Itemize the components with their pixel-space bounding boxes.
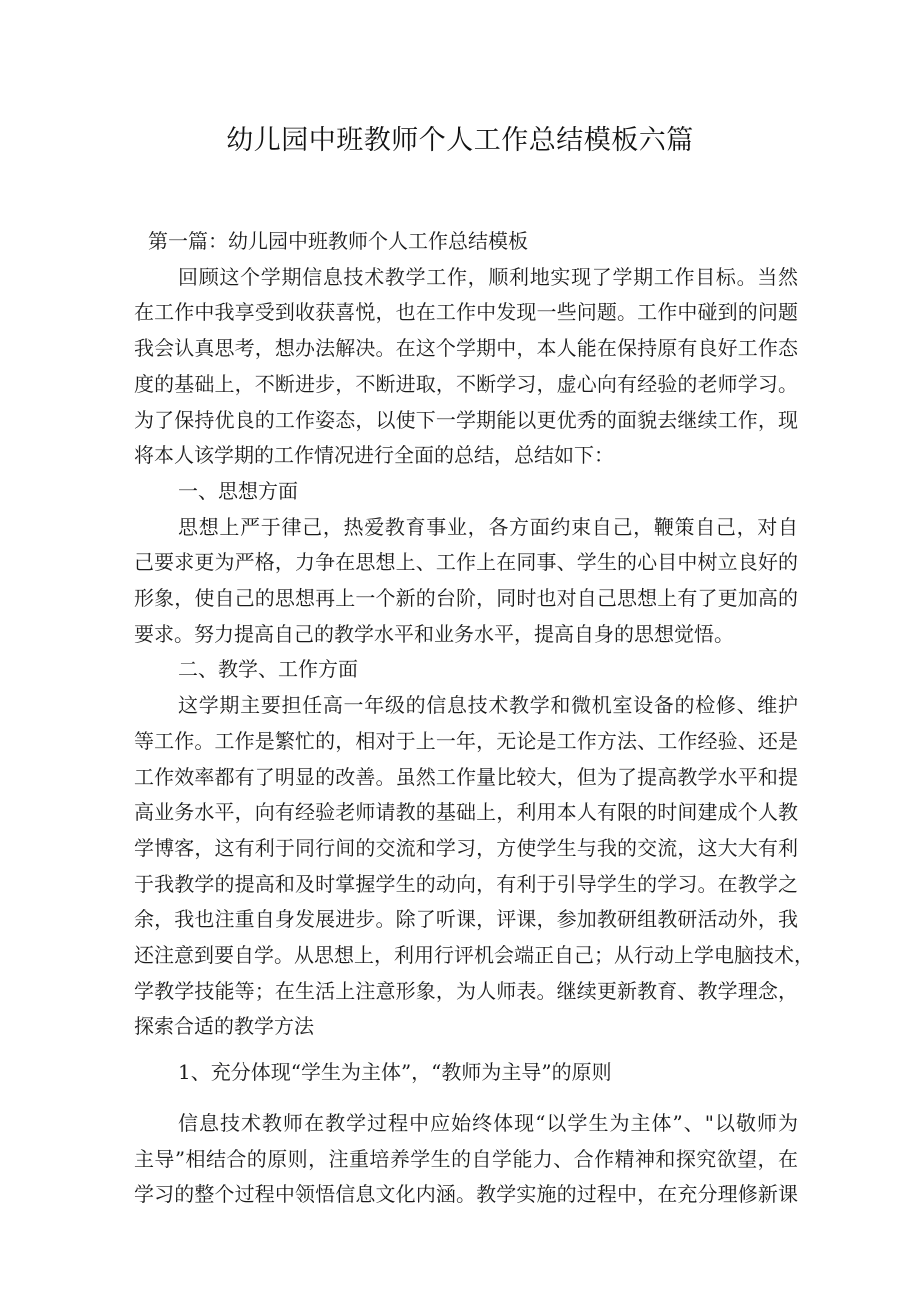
paragraph-line: 工作效率都有了明显的改善。虽然工作量比较大，但为了提高教学水平和提 bbox=[134, 764, 798, 789]
document-body bbox=[134, 224, 814, 1213]
paragraph-line: 将本人该学期的工作情况进行全面的总结，总结如下： bbox=[134, 443, 614, 468]
paragraph-line: 要求。努力提高自己的教学水平和业务水平，提高自身的思想觉悟。 bbox=[134, 621, 734, 646]
paragraph-line: 余，我也注重自身发展进步。除了听课，评课，参加教研组教研活动外，我 bbox=[134, 907, 798, 932]
paragraph-line: 回顾这个学期信息技术教学工作，顺利地实现了学期工作目标。当然 bbox=[178, 264, 798, 289]
numbered-heading: 1、充分体现“学生为主体”，“教师为主导”的原则 bbox=[178, 1060, 612, 1085]
paragraph-line: 度的基础上，不断进步，不断进取，不断学习，虚心向有经验的老师学习。 bbox=[134, 371, 798, 396]
paragraph-line: 我会认真思考，想办法解决。在这个学期中，本人能在保持原有良好工作态 bbox=[134, 336, 798, 361]
subheading: 二、教学、工作方面 bbox=[178, 657, 358, 682]
document-title: 幼儿园中班教师个人工作总结模板六篇 bbox=[226, 125, 694, 156]
paragraph-line: 于我教学的提高和及时掌握学生的动向，有利于引导学生的学习。在教学之 bbox=[134, 871, 798, 896]
paragraph-line: 学博客，这有利于同行间的交流和学习，方使学生与我的交流，这大大有利 bbox=[134, 835, 798, 860]
paragraph-line: 在工作中我享受到收获喜悦，也在工作中发现一些问题。工作中碰到的问题 bbox=[134, 300, 798, 325]
paragraph-line: 思想上严于律己，热爱教育事业，各方面约束自己，鞭策自己，对自 bbox=[178, 514, 798, 539]
paragraph-line: 还注意到要自学。从思想上，利用行评机会端正自己；从行动上学电脑技术， bbox=[134, 943, 814, 968]
paragraph-line: 形象，使自己的思想再上一个新的台阶，同时也对自己思想上有了更加高的 bbox=[134, 586, 798, 611]
subheading: 一、思想方面 bbox=[178, 478, 298, 503]
section-heading: 第一篇：幼儿园中班教师个人工作总结模板 bbox=[148, 229, 528, 253]
paragraph-line: 学习的整个过程中领悟信息文化内涵。教学实施的过程中，在充分理修新课 bbox=[134, 1182, 798, 1207]
paragraph-line: 高业务水平，向有经验老师请教的基础上，利用本人有限的时间建成个人教 bbox=[134, 800, 798, 825]
paragraph-line: 学教学技能等；在生活上注意形象，为人师表。继续更新教育、教学理念， bbox=[134, 978, 798, 1003]
paragraph-line: 主导”相结合的原则，注重培养学生的自学能力、合作精神和探究欲望，在 bbox=[134, 1146, 798, 1171]
paragraph-line: 己要求更为严格，力争在思想上、工作上在同事、学生的心目中树立良好的 bbox=[134, 550, 798, 575]
paragraph-line: 信息技术教师在教学过程中应始终体现“以学生为主体”、"以敬师为 bbox=[178, 1110, 798, 1135]
paragraph-line: 探索合适的教学方法 bbox=[134, 1014, 314, 1039]
paragraph-line: 为了保持优良的工作姿态，以使下一学期能以更优秀的面貌去继续工作，现 bbox=[134, 407, 798, 432]
paragraph-line: 等工作。工作是繁忙的，相对于上一年，无论是工作方法、工作经验、还是 bbox=[134, 728, 798, 753]
paragraph-line: 这学期主要担任高一年级的信息技术教学和微机室设备的检修、维护 bbox=[178, 693, 798, 718]
